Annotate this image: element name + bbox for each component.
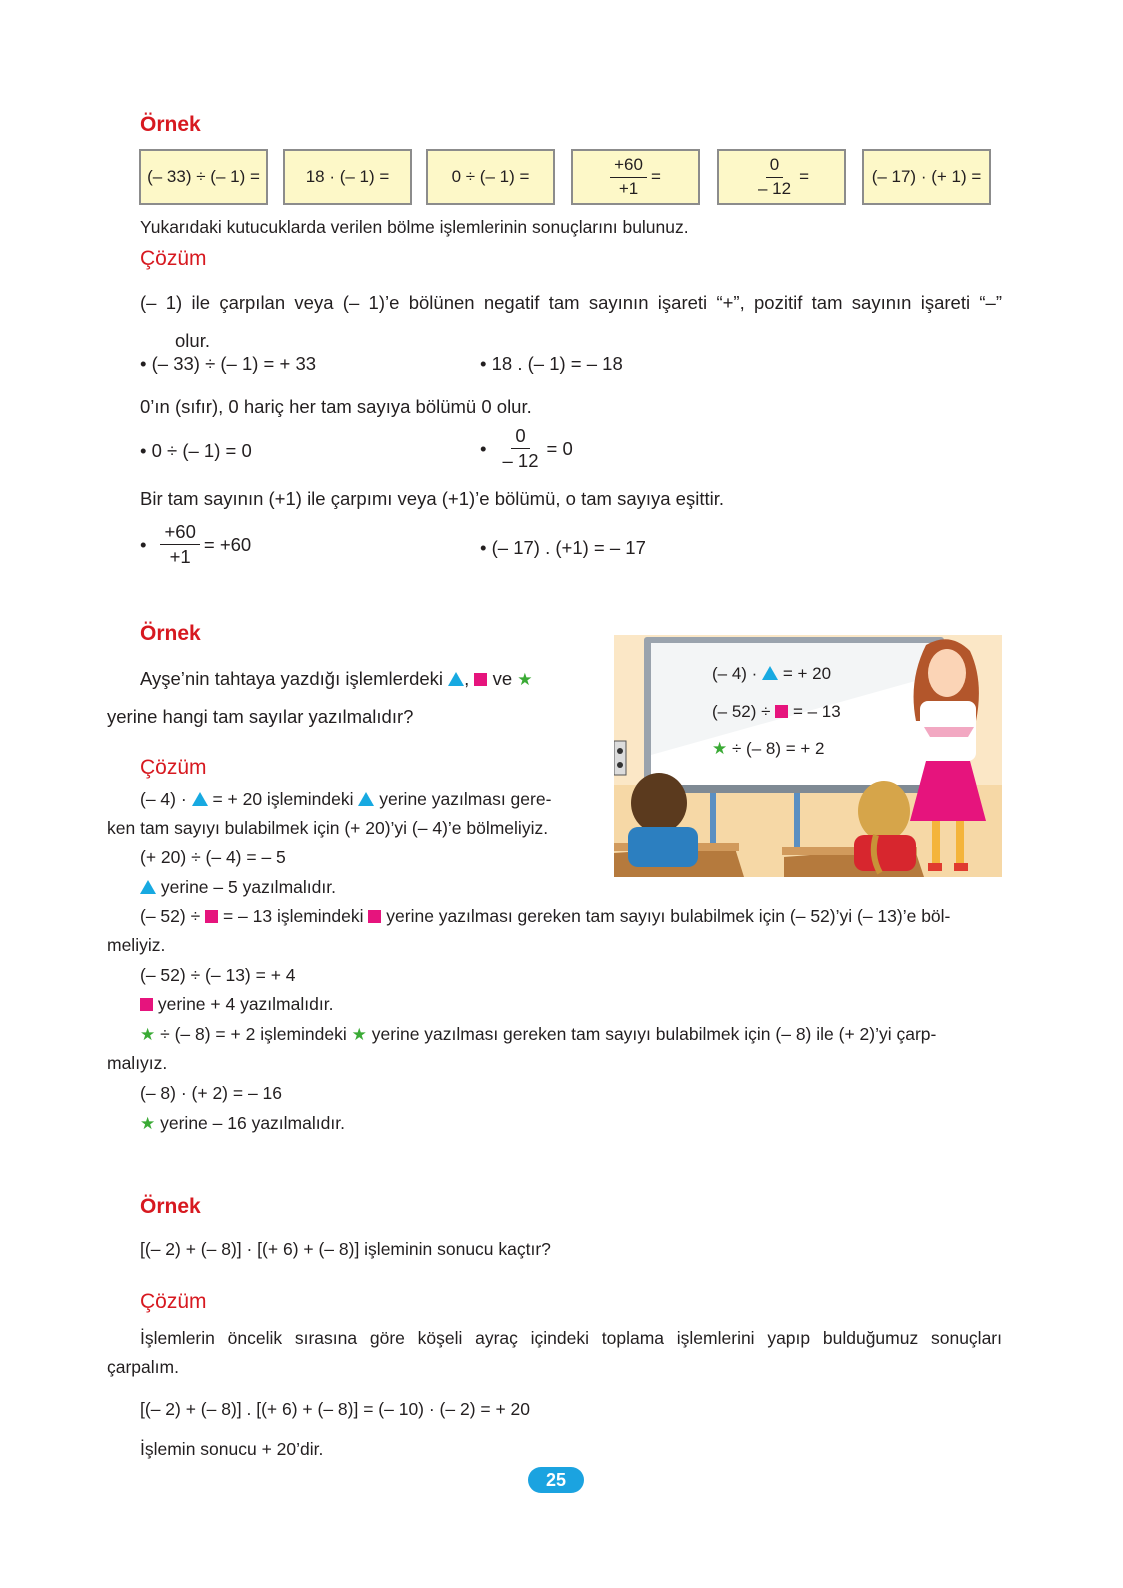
solution-2-line-9: ★ ÷ (– 8) = + 2 işlemindeki ★ yerine yazılması gereken tam sayıyı bulabilmek için (– 8) ile (+ 2)’yi çarp- bbox=[140, 1024, 937, 1044]
example-2-question-line-2: yerine hangi tam sayılar yazılmalıdır? bbox=[107, 706, 414, 727]
box-5-equals: = bbox=[799, 167, 810, 186]
example-3-solution-heading: Çözüm bbox=[140, 1290, 207, 1313]
solution-2-line-7: (– 52) ÷ (– 13) = + 4 bbox=[140, 965, 296, 985]
exercise-box-4 bbox=[571, 149, 700, 205]
board-line-1: (– 4) · = + 20 bbox=[712, 664, 832, 683]
solution-3-result: İşlemin sonucu + 20’dir. bbox=[140, 1439, 324, 1459]
star-icon: ★ bbox=[351, 1025, 367, 1044]
solution-2-line-11: (– 8) · (+ 2) = – 16 bbox=[140, 1083, 283, 1103]
solution-2-line-5: (– 52) ÷ = – 13 işlemindeki yerine yazılması gereken tam sayıyı bulabilmek için (– 52)’yi (– 13)’e böl- bbox=[140, 906, 951, 926]
example-1-solution-heading: Çözüm bbox=[140, 247, 207, 270]
solution-2-line-4: yerine – 5 yazılmalıdır. bbox=[140, 877, 336, 898]
example-2-heading: Örnek bbox=[140, 622, 201, 645]
triangle-icon bbox=[140, 880, 156, 894]
square-icon bbox=[474, 673, 487, 686]
exercise-box-2 bbox=[283, 149, 412, 205]
rule-2-example-b: • $\frac{0}{- 12}$ = 0 bbox=[480, 425, 573, 472]
rule-2-fraction: $\frac{0}{- 12}$ bbox=[502, 425, 539, 472]
solution-2-line-8: yerine + 4 yazılmalıdır. bbox=[140, 994, 333, 1015]
star-icon: ★ bbox=[517, 670, 533, 689]
example-2-question-line-1: Ayşe’nin tahtaya yazdığı işlemlerdeki , ve ★ bbox=[140, 668, 533, 689]
star-icon: ★ bbox=[140, 1025, 156, 1044]
solution-2-line-10: malıyız. bbox=[107, 1053, 168, 1073]
triangle-icon bbox=[192, 792, 208, 806]
example-1-heading: Örnek bbox=[140, 113, 201, 136]
solution-3-calculation: [(– 2) + (– 8)] . [(+ 6) + (– 8)] = (– 10) · (– 2) = + 20 bbox=[140, 1399, 531, 1419]
square-icon bbox=[140, 998, 153, 1011]
rule-3-example-b: • (– 17) . (+1) = – 17 bbox=[480, 537, 646, 558]
box-4-equals: = bbox=[650, 167, 661, 186]
rule-1-line-1: (– 1) ile çarpılan veya (– 1)’e bölünen negatif tam sayının işareti “+”, pozitif tam sayının işareti “–” bbox=[140, 292, 1002, 313]
box-2-text: 18 · (– 1) = bbox=[305, 167, 390, 186]
rule-1-example-a: • (– 33) ÷ (– 1) = + 33 bbox=[140, 353, 317, 374]
example-3-heading: Örnek bbox=[140, 1195, 201, 1218]
exercise-box-3 bbox=[426, 149, 555, 205]
rule-1-line-2: olur. bbox=[175, 330, 210, 351]
triangle-icon bbox=[448, 672, 464, 686]
box-3-text: 0 ÷ (– 1) = bbox=[451, 167, 530, 186]
rule-2: 0’ın (sıfır), 0 hariç her tam sayıya bölümü 0 olur. bbox=[140, 396, 532, 417]
example-3-question: [(– 2) + (– 8)] · [(+ 6) + (– 8)] işleminin sonucu kaçtır? bbox=[140, 1239, 551, 1259]
triangle-icon bbox=[358, 792, 374, 806]
box-5-fraction: $\frac{0}{- 12}$ bbox=[757, 155, 792, 198]
solution-3-line-1: İşlemlerin öncelik sırasına göre köşeli ayraç içindeki toplama işlemlerini yapıp bulduğumuz sonuçları bbox=[140, 1328, 1002, 1348]
box-1-text: (– 33) ÷ (– 1) = bbox=[147, 167, 260, 186]
rule-2-example-a: • 0 ÷ (– 1) = 0 bbox=[140, 440, 252, 461]
exercise-box-5 bbox=[717, 149, 846, 205]
solution-2-line-3: (+ 20) ÷ (– 4) = – 5 bbox=[140, 847, 286, 867]
box-6-text: (– 17) · (+ 1) = bbox=[871, 167, 982, 186]
square-icon bbox=[775, 705, 788, 718]
solution-3-line-2: çarpalım. bbox=[107, 1357, 179, 1377]
star-icon: ★ bbox=[140, 1114, 156, 1133]
rule-3-fraction: $\frac{+60}{+1}$ bbox=[160, 521, 199, 568]
solution-2-line-1: (– 4) · = + 20 işlemindeki yerine yazılması gere- bbox=[140, 789, 552, 809]
board-line-3: ★ ÷ (– 8) = + 2 bbox=[712, 739, 825, 758]
square-icon bbox=[205, 910, 218, 923]
box-4-fraction: $\frac{+60}{+1}$ bbox=[610, 155, 647, 199]
example-2-solution-heading: Çözüm bbox=[140, 756, 207, 779]
page-number: 25 bbox=[528, 1467, 584, 1493]
exercise-box-1 bbox=[139, 149, 268, 205]
exercise-box-6 bbox=[862, 149, 991, 205]
rule-3: Bir tam sayının (+1) ile çarpımı veya (+1)’e bölümü, o tam sayıya eşittir. bbox=[140, 488, 724, 509]
rule-3-example-a: • $\frac{+60}{+1}$ = +60 bbox=[140, 521, 252, 568]
solution-2-line-12: ★ yerine – 16 yazılmalıdır. bbox=[140, 1113, 345, 1133]
board-line-2: (– 52) ÷ = – 13 bbox=[712, 702, 841, 721]
example-1-question: Yukarıdaki kutucuklarda verilen bölme işlemlerinin sonuçlarını bulunuz. bbox=[140, 217, 689, 237]
rule-1-example-b: • 18 . (– 1) = – 18 bbox=[480, 353, 623, 374]
triangle-icon bbox=[762, 666, 778, 680]
star-icon: ★ bbox=[712, 739, 728, 758]
solution-2-line-2: ken tam sayıyı bulabilmek için (+ 20)’yi (– 4)’e bölmeliyiz. bbox=[107, 818, 549, 838]
solution-2-line-6: meliyiz. bbox=[107, 935, 166, 955]
square-icon bbox=[368, 910, 381, 923]
